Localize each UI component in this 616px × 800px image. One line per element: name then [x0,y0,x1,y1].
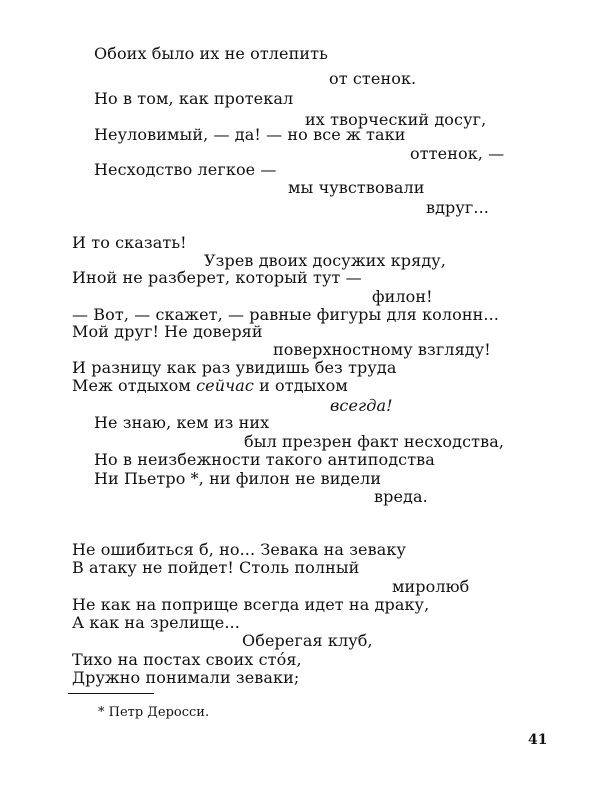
verse-line: вдруг... [426,198,489,217]
verse-line: Иной не разберет, который тут — [72,268,362,287]
verse-line: Несходство легкое — [94,160,277,179]
verse-line: филон! [372,287,433,306]
verse-line: Не как на поприще всегда идет на драку, [72,595,430,614]
verse-line: Неуловимый, — да! — но все ж таки [94,125,406,144]
verse-line: И разницу как раз увидишь без труда [72,358,397,377]
verse-line: Дружно понимали зеваки; [72,668,300,687]
verse-line: Но в том, как протекал [94,89,294,108]
verse-line: В атаку не пойдет! Столь полный [72,558,360,577]
verse-line: Узрев двоих досужих кряду, [204,251,446,270]
verse-line: мы чувствовали [288,178,425,197]
page-number: 41 [528,732,548,748]
verse-line: миролюб [392,577,470,596]
verse-emphasis: сейчас [196,376,254,395]
verse-line: поверхностному взгляду! [273,340,491,359]
verse-line [72,376,348,396]
verse-line: вреда. [374,487,428,506]
verse-line: оттенок, — [410,144,505,163]
verse-line: Обоих было их не отлепить [94,44,328,63]
verse-line: от стенок. [329,69,417,88]
verse-line: Оберегая клуб, [242,631,373,650]
verse-line: Не знаю, кем из них [94,413,270,432]
verse-line: А как на зрелище... [72,613,240,632]
verse-line: — Вот, — скажет, — равные фигуры для колонн... [72,305,499,324]
verse-line: был презрен факт несходства, [244,432,505,451]
verse-line: Ни Пьетро *, ни филон не видели [94,469,382,488]
footnote: * Петр Деросси. [98,705,210,720]
verse-line: И то сказать! [72,233,187,252]
verse-text: и отдыхом [259,376,348,395]
verse-line: Тихо на постах своих стóя, [72,650,302,669]
verse-line: их творческий досуг, [305,110,487,129]
verse-line: Мой друг! Не доверяй [72,322,263,341]
footnote-divider [68,693,154,694]
verse-text: Меж отдыхом [72,376,191,395]
verse-line: Не ошибиться б, но... Зевака на зеваку [72,540,406,559]
verse-line: Но в неизбежности такого антиподства [94,450,435,469]
verse-line: всегда! [330,396,393,415]
